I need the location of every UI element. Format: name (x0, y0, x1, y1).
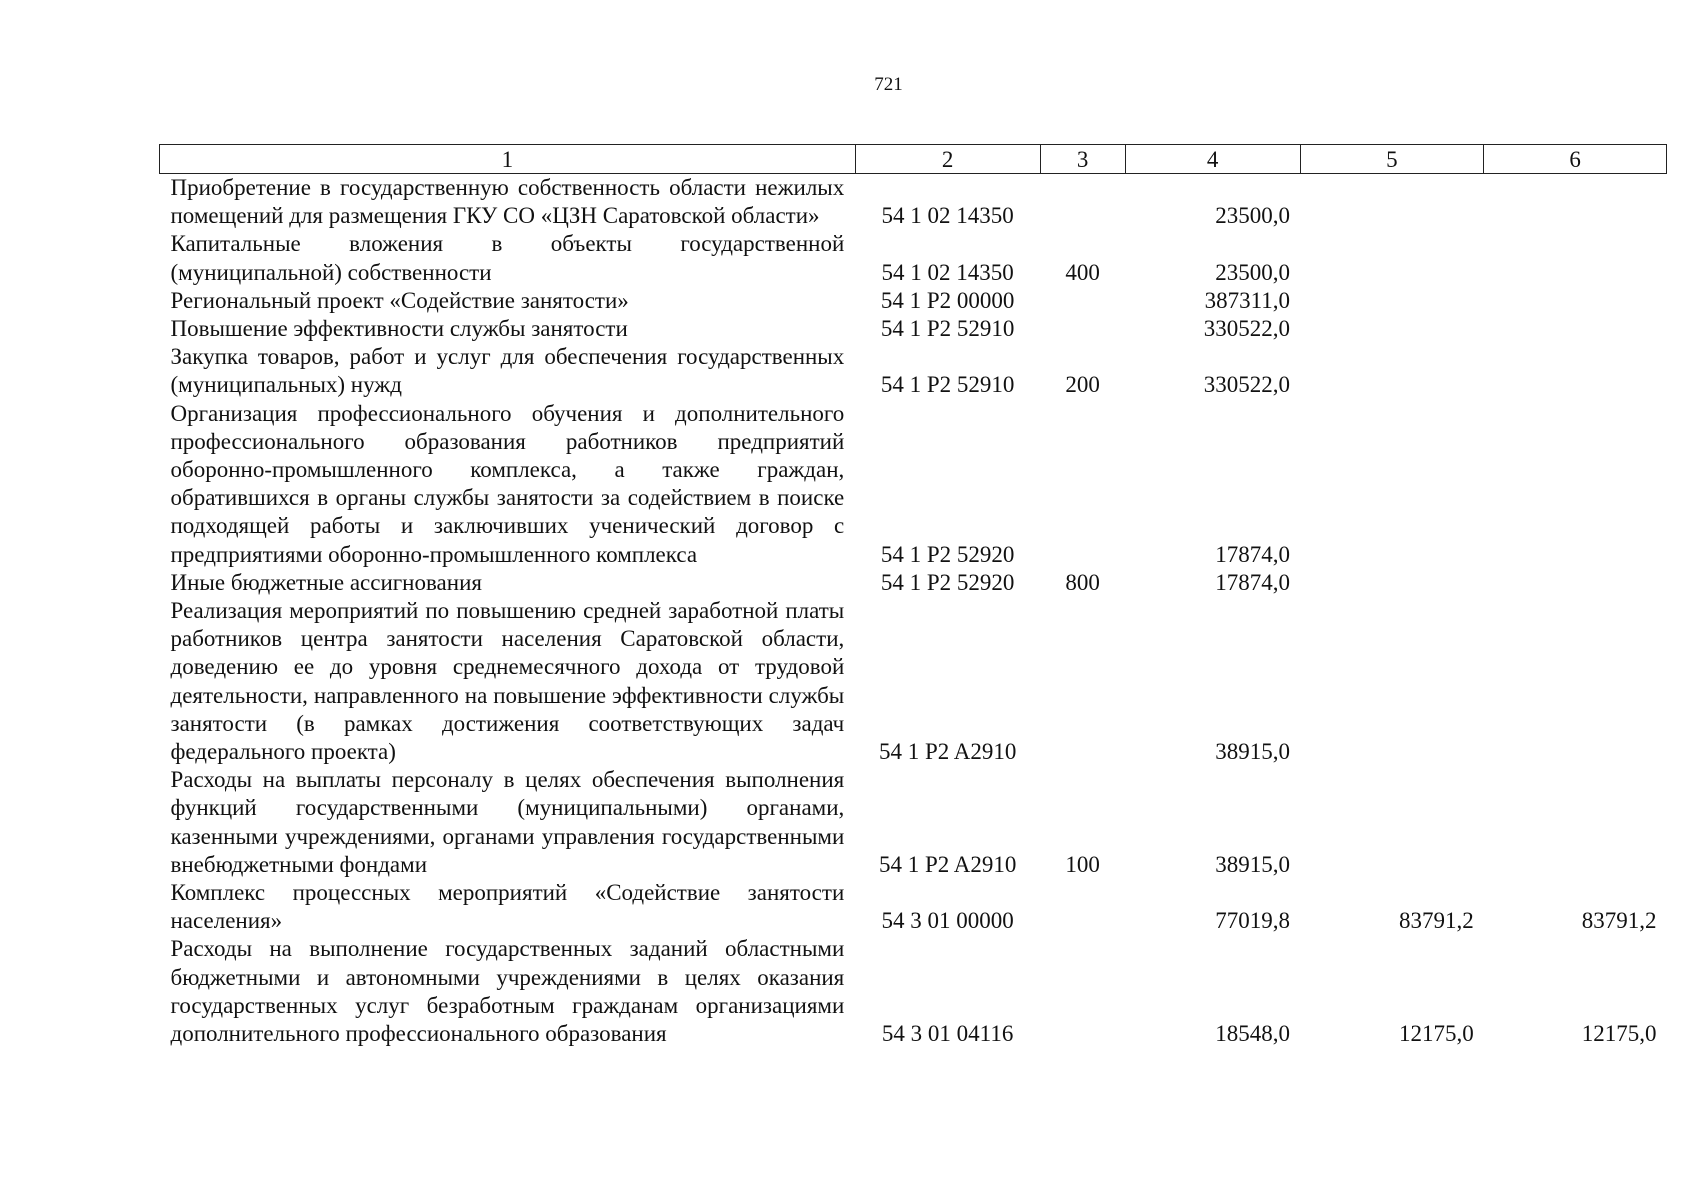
column-header-name: 1 (160, 145, 856, 174)
table-row (160, 230, 1667, 286)
row-sum-2 (1300, 315, 1484, 343)
row-type (1040, 287, 1125, 315)
row-sum-3 (1484, 315, 1667, 343)
row-code: 54 1 P2 52910 (880, 372, 1015, 398)
row-name: Повышение эффективности службы занятости (170, 316, 628, 342)
row-sum-2 (1300, 343, 1484, 399)
row-sum-3: 83791,2 (1581, 908, 1657, 934)
row-sum-3: 12175,0 (1581, 1021, 1657, 1047)
row-name: Расходы на выполнение государственных заданий областными бюджетными и автономными учреждениями в целях оказания государственных услуг безработным гражданам организациями дополнительного профессионального образования (170, 936, 845, 1047)
table-row (160, 879, 1667, 935)
column-header-type: 3 (1040, 145, 1125, 174)
row-sum-1: 38915,0 (1215, 739, 1291, 765)
table-row (160, 400, 1667, 569)
row-code: 54 1 P2 A2910 (878, 851, 1017, 877)
row-sum-3 (1484, 174, 1667, 231)
row-sum-2 (1300, 569, 1484, 597)
column-header-sum-1: 4 (1125, 145, 1300, 174)
row-sum-1: 77019,8 (1215, 908, 1291, 934)
row-name: Организация профессионального обучения и дополнительного профессионального образования работников предприятий оборонно-промышленного комплекса, а также граждан, обратившихся в органы службы занятости за содействием в поиске подходящей работы и заключивших ученический договор с предприятиями оборонно-промышленного комплекса (170, 400, 845, 567)
row-code: 54 1 P2 A2910 (878, 739, 1017, 765)
row-sum-1: 17874,0 (1215, 569, 1291, 595)
row-sum-2 (1300, 400, 1484, 569)
row-sum-3 (1484, 597, 1667, 766)
table-row (160, 569, 1667, 597)
row-type (1040, 935, 1125, 1048)
row-type: 800 (1065, 569, 1100, 595)
row-type (1040, 597, 1125, 766)
row-name: Закупка товаров, работ и услуг для обеспечения государственных (муниципальных) нужд (170, 344, 845, 398)
row-sum-1: 330522,0 (1203, 316, 1291, 342)
row-type: 100 (1065, 851, 1100, 877)
header-row (160, 145, 1667, 174)
column-header-sum-3: 6 (1484, 145, 1667, 174)
row-sum-2 (1300, 766, 1484, 879)
row-sum-1: 23500,0 (1215, 203, 1291, 229)
row-sum-1: 18548,0 (1215, 1021, 1291, 1047)
row-name: Комплекс процессных мероприятий «Содействие занятости населения» (170, 880, 845, 934)
table-row (160, 935, 1667, 1048)
table-header (160, 145, 1667, 174)
row-sum-1: 38915,0 (1215, 851, 1291, 877)
row-sum-1: 23500,0 (1215, 259, 1291, 285)
row-code: 54 1 P2 00000 (880, 287, 1015, 313)
row-type (1040, 879, 1125, 935)
row-code: 54 1 P2 52910 (880, 316, 1015, 342)
page-number: 721 (874, 74, 903, 95)
row-code: 54 1 02 14350 (881, 259, 1014, 285)
table-row (160, 343, 1667, 399)
row-sum-1: 387311,0 (1204, 287, 1291, 313)
row-type: 200 (1065, 372, 1100, 398)
row-code: 54 1 P2 52920 (880, 541, 1015, 567)
row-name: Региональный проект «Содействие занятости» (170, 287, 629, 313)
table-row (160, 287, 1667, 315)
table-row (160, 315, 1667, 343)
row-sum-2 (1300, 230, 1484, 286)
row-name: Приобретение в государственную собственность области нежилых помещений для размещения ГКУ СО «ЦЗН Саратовской области» (170, 175, 845, 229)
row-sum-2: 83791,2 (1398, 908, 1474, 934)
row-name: Иные бюджетные ассигнования (170, 569, 482, 595)
row-sum-1: 17874,0 (1215, 541, 1291, 567)
row-code: 54 3 01 00000 (881, 908, 1014, 934)
column-header-code: 2 (855, 145, 1040, 174)
row-type (1040, 174, 1125, 231)
row-type: 400 (1065, 259, 1100, 285)
row-code: 54 1 P2 52920 (880, 569, 1015, 595)
row-sum-3 (1484, 287, 1667, 315)
row-name: Реализация мероприятий по повышению средней заработной платы работников центра занятости населения Саратовской области, доведению ее до уровня среднемесячного дохода от трудовой деятельности, направленного на повышение эффективности службы занятости (в рамках достижения соответствующих задач федерального проекта) (170, 598, 845, 765)
row-sum-3 (1484, 766, 1667, 879)
row-sum-3 (1484, 569, 1667, 597)
row-sum-2: 12175,0 (1398, 1021, 1474, 1047)
row-sum-2 (1300, 597, 1484, 766)
row-sum-3 (1484, 343, 1667, 399)
row-sum-3 (1484, 230, 1667, 286)
row-sum-2 (1300, 287, 1484, 315)
column-header-sum-2: 5 (1300, 145, 1484, 174)
row-type (1040, 315, 1125, 343)
row-code: 54 3 01 04116 (881, 1021, 1014, 1047)
table-row (160, 597, 1667, 766)
row-sum-3 (1484, 400, 1667, 569)
budget-table (159, 144, 1667, 1048)
row-name: Капитальные вложения в объекты государственной (муниципальной) собственности (170, 231, 845, 285)
row-sum-2 (1300, 174, 1484, 231)
row-sum-1: 330522,0 (1203, 372, 1291, 398)
row-name: Расходы на выплаты персоналу в целях обеспечения выполнения функций государственными (муниципальными) органами, казенными учреждениями, органами управления государственными внебюджетными фондами (170, 767, 845, 877)
table-row (160, 174, 1667, 231)
table-body (160, 174, 1667, 1049)
row-type (1040, 400, 1125, 569)
table-row (160, 766, 1667, 879)
row-code: 54 1 02 14350 (881, 203, 1014, 229)
